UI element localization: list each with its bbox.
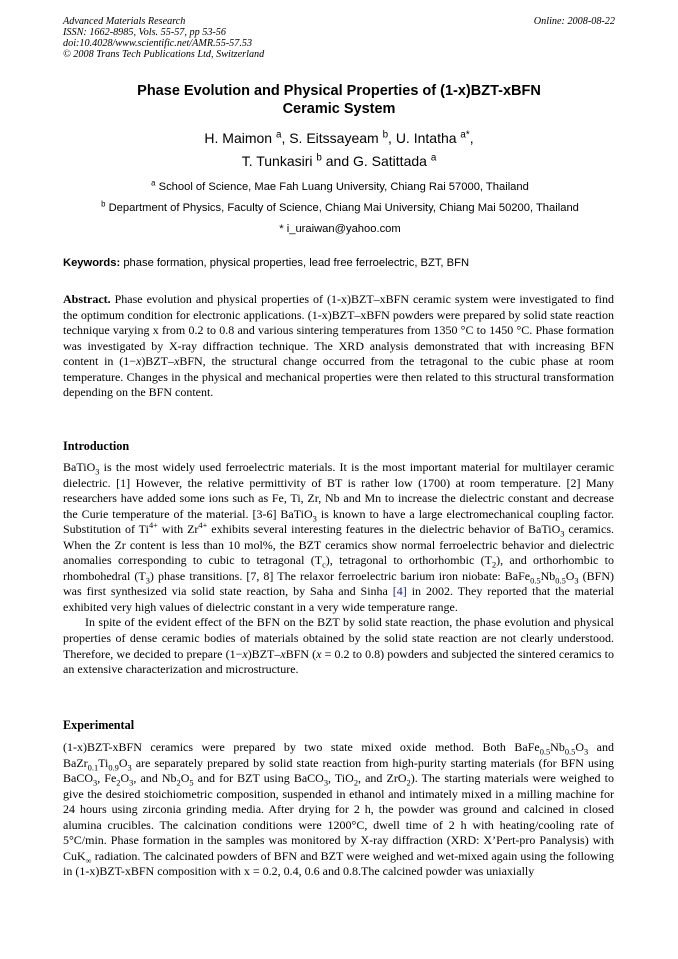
text-run: O xyxy=(118,755,128,770)
author-name: , S. Eitssayeam xyxy=(281,130,379,146)
var-x: x xyxy=(280,646,286,661)
text-run: and BaZr xyxy=(63,740,615,770)
issn: ISSN: 1662-8985, Vols. 55-57, pp 53-56 xyxy=(63,27,226,38)
subscript: 2 xyxy=(176,778,181,788)
var-x: x xyxy=(316,646,322,661)
author-line-1 xyxy=(63,127,615,150)
section-heading-introduction: Introduction xyxy=(63,439,130,453)
author-sup: a xyxy=(430,152,437,164)
text-run: O xyxy=(180,771,190,786)
text-run: is the most widely used ferroelectric materials. It is the most important material for multilayer ceramic dielectric. [1] However, the relative permittivity of BT is rather low (1700) at room temperature. [2] Many researchers have added some ions such as Fe, Ti, Zr, Nb and Mn to increase the dielectric constant and decrease the Curie temperature of the material. [3-6] BaTiO xyxy=(63,460,614,521)
text-run: (BFN) was first synthesized via solid state reaction, by Saha and Sinha xyxy=(63,568,614,599)
subscript: 3 xyxy=(312,514,317,524)
experimental-body xyxy=(63,740,614,880)
affil-sup: b xyxy=(101,199,106,209)
text-run: O xyxy=(565,568,575,583)
text-run: , and ZrO xyxy=(358,771,407,786)
subscript: 3 xyxy=(145,576,150,586)
abstract-text: )BZT– xyxy=(141,354,174,369)
affil-sup: a xyxy=(151,178,156,188)
title-line-2: Ceramic System xyxy=(282,101,396,117)
text-run: radiation. The calcinated powders of BFN and BZT were weighed and wet-mixed again using the following in (1-x)BZT-xBFN composition with x = 0.2, 0.4, 0.6 and 0.8.The calcined powder was uniaxially xyxy=(63,848,614,879)
author-list xyxy=(63,127,615,173)
subscript: 2 xyxy=(116,778,121,788)
text-run: Nb xyxy=(540,568,556,583)
corresponding-email: * i_uraiwan@yahoo.com xyxy=(279,223,401,235)
subscript: 2 xyxy=(353,778,358,788)
text-run: BFN ( xyxy=(285,646,317,661)
author-name: H. Maimon xyxy=(204,130,273,146)
text-run: , Fe xyxy=(97,771,117,786)
subscript: 0.5 xyxy=(539,747,551,757)
author-sup: b xyxy=(382,129,389,141)
text-run: , and Nb xyxy=(133,771,177,786)
text-run: exhibits several interesting features in the dielectric behavior of BaTiO xyxy=(207,522,561,537)
text-run: ). The starting materials were weighed to give the desired stoichiometric composition, suspended in ethanol and intimately mixed in a milling machine for 24 hours using zirconia grinding media. After drying for 2 h, the powder was ground and calcined in closed alumina crucibles. The calcination conditions were 1200°C, dwell time of 2 h with heating/cooling rate of 5°C/min. Phase formation in the samples was monitored by X-ray diffraction (XRD: X’Pert-pro Panalysis) with CuK xyxy=(63,771,614,863)
subscript: 2 xyxy=(406,778,411,788)
paragraph xyxy=(63,740,614,880)
text-run: is known to have a large electromechanical coupling factor. Substitution of Ti xyxy=(63,506,614,537)
author-sup: a* xyxy=(460,129,470,141)
author-name: T. Tunkasiri xyxy=(241,153,313,169)
text-run: in 2002. They reported that the material exhibited very high values of dielectric constant in a very wide temperature range. xyxy=(63,584,614,614)
keywords-label: Keywords: xyxy=(63,257,121,269)
superscript: 4+ xyxy=(198,521,208,531)
text-run: , TiO xyxy=(328,771,354,786)
author-sup: b xyxy=(316,152,322,164)
copyright: © 2008 Trans Tech Publications Ltd, Switzerland xyxy=(63,49,265,60)
journal-header xyxy=(63,16,615,60)
text-run: ) phase transitions. [7, 8] The relaxor ferroelectric barium iron niobate: BaFe xyxy=(149,568,531,583)
var-x: x xyxy=(135,354,142,369)
text-run: ), and orthorhombic to rhombohedral (T xyxy=(63,553,614,583)
text-run: and for BZT using BaCO xyxy=(193,771,324,786)
subscript: ∞ xyxy=(85,856,92,866)
author-line-2 xyxy=(63,150,615,173)
subscript: 0.1 xyxy=(87,762,99,772)
text-run: In spite of the evident effect of the BFN on the BZT by solid state reaction, the phase evolution and physical properties of dense ceramic bodies of materials obtained by the solid state reaction are not clearly understood. Therefore, we decided to prepare (1− xyxy=(63,615,614,661)
text-run: with Zr xyxy=(157,522,199,537)
author-sup: a xyxy=(275,129,282,141)
text-run: )BZT– xyxy=(247,646,281,661)
journal-name: Advanced Materials Research xyxy=(63,16,186,27)
subscript: 3 xyxy=(560,529,565,539)
subscript: 2 xyxy=(491,560,497,570)
text-run: Ti xyxy=(98,755,109,770)
section-heading-experimental: Experimental xyxy=(63,718,135,732)
text-run: (1-x)BZT-xBFN ceramics were prepared by two state mixed oxide method. Both BaFe xyxy=(63,740,540,754)
affiliation-b xyxy=(40,201,640,215)
subscript: 3 xyxy=(583,747,589,757)
text-run: BaTiO xyxy=(63,460,96,474)
abstract-text: Phase evolution and physical properties of (1-x)BZT–xBFN ceramic system were investigated to find the optimum condition for electronic applications. (1-x)BZT–xBFN powders were prepared by solid state reaction technique varying x from 0.2 to 0.8 and various sintering temperatures from 1350 °C to 1450 °C. Phase formation was investigated by X-ray diffraction technique. The XRD analysis demonstrated that with increasing BFN content in (1− xyxy=(63,292,615,369)
text-run: O xyxy=(120,771,130,786)
text-run: Nb xyxy=(550,740,565,754)
subscript: 5 xyxy=(189,778,194,788)
affiliation-a xyxy=(40,180,640,194)
subscript: 3 xyxy=(574,576,579,586)
superscript: 4+ xyxy=(148,521,158,531)
paragraph xyxy=(63,460,614,615)
var-x: x xyxy=(173,354,180,369)
text-run: O xyxy=(575,740,584,754)
title-line-1: Phase Evolution and Physical Properties of (1-x)BZT-xBFN xyxy=(137,83,541,99)
author-name: and G. Satittada xyxy=(321,153,427,169)
subscript: c xyxy=(322,560,326,570)
subscript: 3 xyxy=(323,778,329,788)
subscript: 3 xyxy=(95,467,100,477)
doi: doi:10.4028/www.scientific.net/AMR.55-57.53 xyxy=(63,38,253,49)
text-run: = 0.2 to 0.8) powders and subjected the sintered ceramics to an extensive characterization and microstructure. xyxy=(63,646,615,677)
abstract-label: Abstract. xyxy=(63,292,111,306)
paper-title xyxy=(63,82,615,118)
author-name: , U. Intatha xyxy=(388,130,457,146)
paragraph xyxy=(63,615,614,677)
subscript: 3 xyxy=(129,778,134,788)
subscript: 0.5 xyxy=(555,576,566,586)
subscript: 0.5 xyxy=(530,576,541,586)
subscript: 0.9 xyxy=(108,762,119,772)
var-x: x xyxy=(242,646,248,661)
text-run: ceramics. When the Zr content is less than 10 mol%, the BZT ceramics show normal ferroelectric behavior and dielectric anomalies corresponding to cubic to tetragonal (T xyxy=(63,522,615,568)
affil-text: Department of Physics, Faculty of Science, Chiang Mai University, Chiang Mai 50200, Thailand xyxy=(108,202,579,214)
abstract xyxy=(63,292,614,401)
author-sep: , xyxy=(469,130,474,146)
text-run: ), tetragonal to orthorhombic (T xyxy=(325,553,492,568)
keywords xyxy=(63,256,623,270)
subscript: 3 xyxy=(93,778,98,788)
subscript: 3 xyxy=(127,762,132,772)
online-date: Online: 2008-08-22 xyxy=(533,16,615,27)
keywords-text: phase formation, physical properties, lead free ferroelectric, BZT, BFN xyxy=(123,257,470,269)
introduction-body xyxy=(63,460,614,678)
citation-link[interactable]: [4] xyxy=(392,584,407,599)
text-run: are separately prepared by solid state reaction from high-purity starting materials (for BFN using BaCO xyxy=(63,755,614,786)
subscript: 0.5 xyxy=(564,747,576,757)
abstract-text: BFN, the structural change occurred from the tetragonal to the cubic phase at room temperature. Changes in the physical and mechanical properties were then related to this structural transformation depending on the BFN content. xyxy=(63,354,614,400)
affil-text: School of Science, Mae Fah Luang University, Chiang Rai 57000, Thailand xyxy=(158,181,529,193)
